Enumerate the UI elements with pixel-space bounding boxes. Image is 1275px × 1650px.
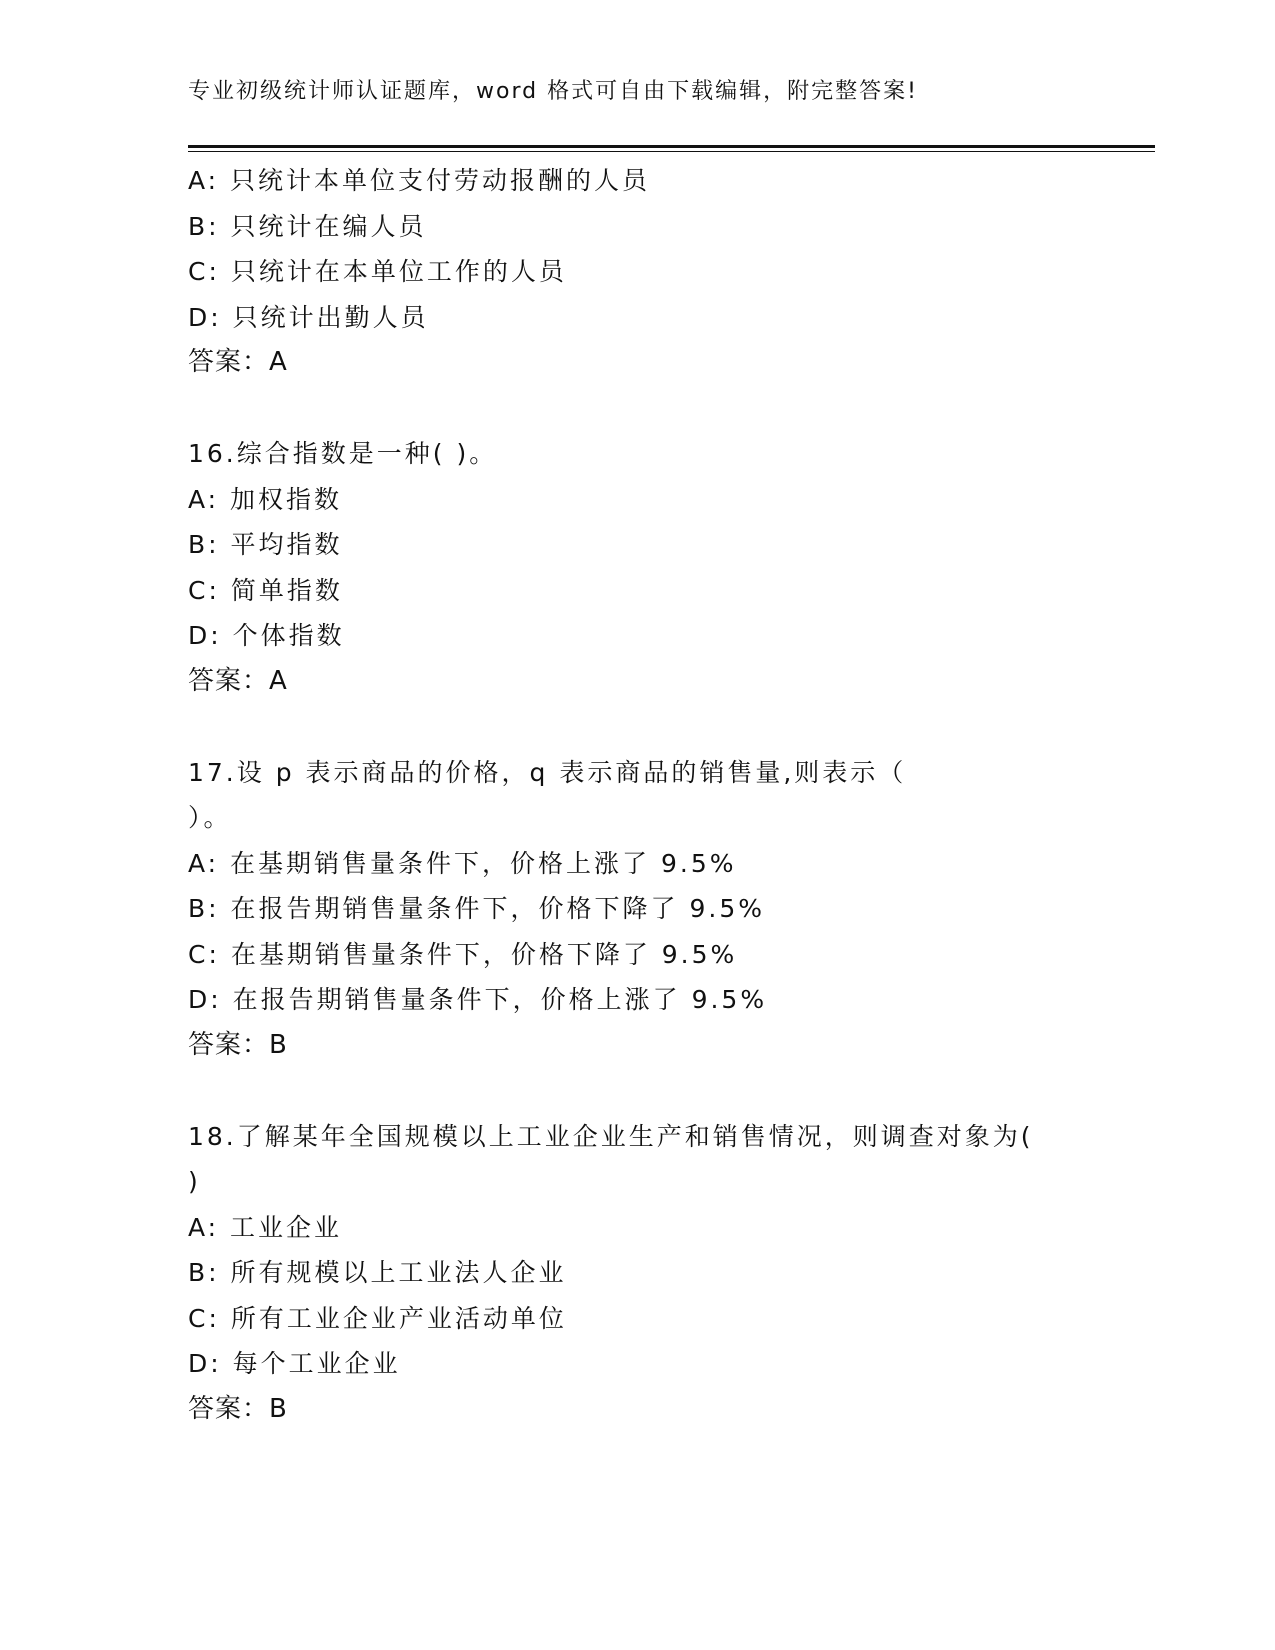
option-b: B: 所有规模以上工业法人企业: [188, 1258, 567, 1287]
option-a: A: 工业企业: [188, 1212, 343, 1242]
answer-line: 答案：B: [188, 1393, 288, 1424]
option-c: C: 只统计在本单位工作的人员: [188, 257, 567, 286]
option-d: D: 每个工业企业: [188, 1349, 401, 1378]
header-divider: [188, 145, 1155, 148]
question-block: [188, 750, 1155, 1069]
answer-line: 答案：A: [188, 665, 288, 696]
option-c: C: 所有工业企业产业活动单位: [188, 1303, 567, 1333]
option-d: D: 只统计出勤人员: [188, 302, 429, 332]
option-a: A: 在基期销售量条件下，价格上涨了 9.5%: [188, 848, 737, 878]
option-a: A: 加权指数: [188, 484, 343, 514]
option-d: D: 在报告期销售量条件下，价格上涨了 9.5%: [188, 985, 768, 1014]
question-block: [188, 431, 1155, 704]
question-text-continued: ): [188, 1167, 201, 1196]
option-b: B: 只统计在编人员: [188, 211, 427, 241]
question-list: [188, 158, 1155, 1432]
option-c: C: 简单指数: [188, 575, 343, 605]
question-text: 17.设 p 表示商品的价格，q 表示商品的销售量,则表示（: [188, 757, 907, 787]
answer-line: 答案：B: [188, 1029, 288, 1060]
answer-line: 答案：A: [188, 347, 288, 377]
option-a: A: 只统计本单位支付劳动报酬的人员: [188, 166, 651, 195]
page-header: 专业初级统计师认证题库，word 格式可自由下载编辑，附完整答案!: [188, 79, 918, 104]
option-d: D: 个体指数: [188, 621, 345, 650]
question-block: [188, 158, 1155, 386]
option-b: B: 在报告期销售量条件下，价格下降了 9.5%: [188, 894, 765, 923]
question-text: 16.综合指数是一种( )。: [188, 439, 498, 468]
question-block: [188, 1114, 1155, 1433]
option-c: C: 在基期销售量条件下，价格下降了 9.5%: [188, 939, 738, 969]
question-text-continued: ）。: [188, 803, 232, 832]
question-text: 18.了解某年全国规模以上工业企业生产和销售情况，则调查对象为(: [188, 1121, 1034, 1151]
option-b: B: 平均指数: [188, 530, 343, 559]
header-divider-thin: [188, 151, 1155, 152]
